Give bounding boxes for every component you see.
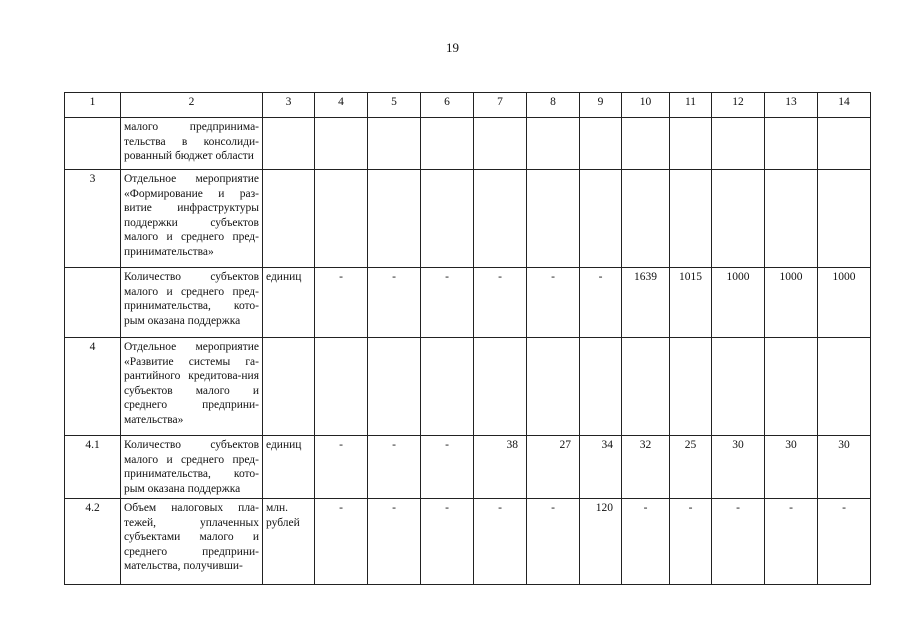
value-cell [368, 170, 421, 268]
column-header: 14 [818, 93, 871, 118]
value-cell [712, 118, 765, 170]
value-cell: 120 [580, 499, 622, 585]
column-header: 6 [421, 93, 474, 118]
value-cell: 30 [818, 436, 871, 499]
table-row [65, 338, 871, 436]
column-header: 8 [527, 93, 580, 118]
value-cell [315, 118, 368, 170]
indicator-description-cell: малого предпринима-тельства в консолиди-рованный бюджет области [121, 118, 263, 170]
value-cell: 32 [622, 436, 670, 499]
indicator-description-cell: Отдельное мероприятие «Развитие системы га-рантийного кредитова-ния субъектов малого и среднего предприни-мательства» [121, 338, 263, 436]
table-row [65, 170, 871, 268]
column-header: 3 [263, 93, 315, 118]
value-cell [818, 338, 871, 436]
value-cell: - [818, 499, 871, 585]
table-row [65, 499, 871, 585]
value-cell: - [474, 268, 527, 338]
value-cell [527, 118, 580, 170]
value-cell: 1000 [765, 268, 818, 338]
column-header: 9 [580, 93, 622, 118]
value-cell [622, 338, 670, 436]
value-cell [580, 170, 622, 268]
value-cell: 38 [474, 436, 527, 499]
row-number-cell [65, 268, 121, 338]
column-header: 5 [368, 93, 421, 118]
value-cell [818, 170, 871, 268]
value-cell [474, 170, 527, 268]
value-cell: - [421, 268, 474, 338]
value-cell: 1015 [670, 268, 712, 338]
value-cell: - [421, 499, 474, 585]
value-cell: - [421, 436, 474, 499]
value-cell: - [315, 436, 368, 499]
value-cell: 30 [712, 436, 765, 499]
table-row [65, 268, 871, 338]
value-cell: 25 [670, 436, 712, 499]
page-number: 19 [446, 40, 459, 55]
value-cell [421, 118, 474, 170]
value-cell: - [580, 268, 622, 338]
value-cell [580, 338, 622, 436]
value-cell [712, 170, 765, 268]
column-header: 1 [65, 93, 121, 118]
value-cell [315, 338, 368, 436]
value-cell: 27 [527, 436, 580, 499]
value-cell [622, 170, 670, 268]
value-cell: 1000 [712, 268, 765, 338]
column-number-header-row [65, 93, 871, 118]
value-cell [765, 118, 818, 170]
column-header: 12 [712, 93, 765, 118]
value-cell: - [474, 499, 527, 585]
table-row [65, 436, 871, 499]
column-header: 10 [622, 93, 670, 118]
value-cell: - [368, 268, 421, 338]
unit-cell: единиц [263, 436, 315, 499]
unit-cell: единиц [263, 268, 315, 338]
column-header: 13 [765, 93, 818, 118]
value-cell: - [527, 499, 580, 585]
column-header: 4 [315, 93, 368, 118]
value-cell: - [712, 499, 765, 585]
value-cell: - [670, 499, 712, 585]
value-cell: 34 [580, 436, 622, 499]
value-cell: 30 [765, 436, 818, 499]
indicator-description-cell: Количество субъектов малого и среднего пред-принимательства, кото-рым оказана поддержка [121, 436, 263, 499]
value-cell [421, 338, 474, 436]
value-cell [622, 118, 670, 170]
value-cell [765, 170, 818, 268]
row-number-cell: 4 [65, 338, 121, 436]
column-header: 2 [121, 93, 263, 118]
value-cell [527, 338, 580, 436]
value-cell [765, 338, 818, 436]
value-cell: - [527, 268, 580, 338]
unit-cell [263, 170, 315, 268]
value-cell [421, 170, 474, 268]
row-number-cell: 4.2 [65, 499, 121, 585]
value-cell [527, 170, 580, 268]
value-cell [580, 118, 622, 170]
value-cell [368, 338, 421, 436]
table-row [65, 118, 871, 170]
value-cell [474, 338, 527, 436]
row-number-cell: 3 [65, 170, 121, 268]
column-header: 11 [670, 93, 712, 118]
value-cell [670, 170, 712, 268]
value-cell [670, 118, 712, 170]
value-cell: - [315, 499, 368, 585]
value-cell: - [368, 499, 421, 585]
unit-cell: млн. рублей [263, 499, 315, 585]
unit-cell [263, 338, 315, 436]
value-cell: - [622, 499, 670, 585]
value-cell: - [315, 268, 368, 338]
value-cell: 1639 [622, 268, 670, 338]
value-cell: 1000 [818, 268, 871, 338]
row-number-cell: 4.1 [65, 436, 121, 499]
value-cell: - [765, 499, 818, 585]
value-cell [368, 118, 421, 170]
indicators-table [64, 92, 871, 585]
value-cell [474, 118, 527, 170]
value-cell: - [368, 436, 421, 499]
row-number-cell [65, 118, 121, 170]
indicator-description-cell: Отдельное мероприятие «Формирование и раз-витие инфраструктуры поддержки субъектов малого и среднего пред-принимательства» [121, 170, 263, 268]
indicator-description-cell: Объем налоговых пла-тежей, уплаченных субъектами малого и среднего предприни-мательства, получивши- [121, 499, 263, 585]
value-cell [712, 338, 765, 436]
indicator-description-cell: Количество субъектов малого и среднего пред-принимательства, кото-рым оказана поддержка [121, 268, 263, 338]
value-cell [818, 118, 871, 170]
value-cell [670, 338, 712, 436]
unit-cell [263, 118, 315, 170]
value-cell [315, 170, 368, 268]
column-header: 7 [474, 93, 527, 118]
